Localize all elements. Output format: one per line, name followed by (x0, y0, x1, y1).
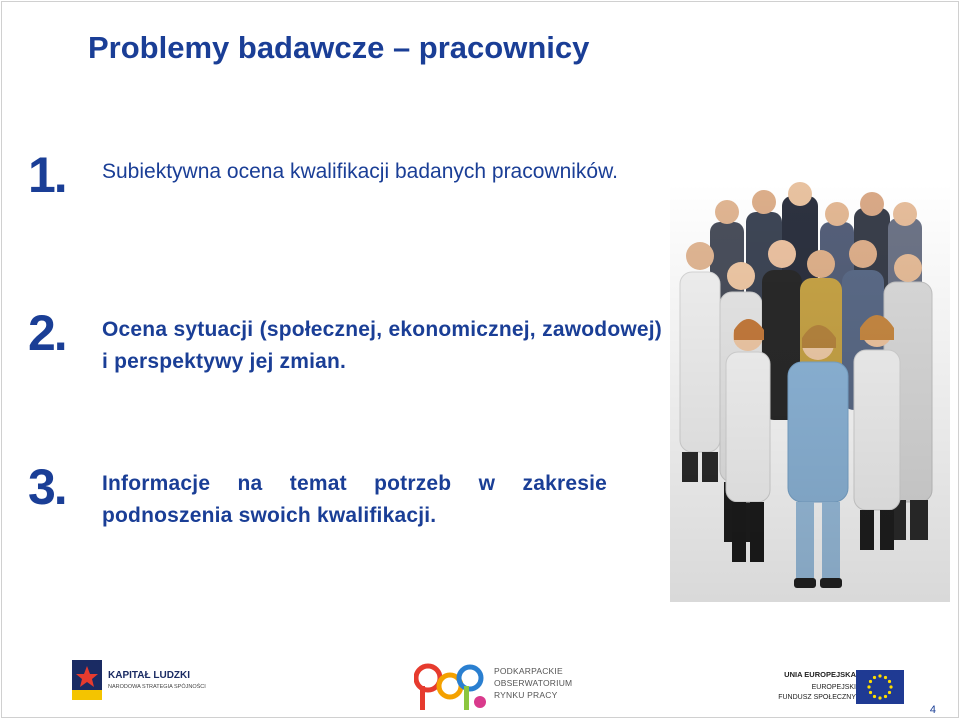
kapital-ludzki-logo (72, 660, 206, 704)
eu-flag-icon (856, 670, 904, 704)
item-number: 2. (28, 305, 66, 361)
eu-line-3: FUNDUSZ SPOŁECZNY (778, 694, 856, 701)
item-text: Informacje na temat potrzeb w zakresie podnoszenia swoich kwalifikacji. (102, 472, 607, 527)
kapital-ludzki-name: KAPITAŁ LUDZKI (108, 670, 191, 681)
porp-emblem-icon (414, 656, 490, 714)
porp-logo (414, 656, 574, 714)
kapital-ludzki-emblem-icon (72, 660, 102, 700)
eu-logo (750, 660, 910, 708)
item-text: Subiektywna ocena kwalifikacji badanych pracowników. (102, 160, 618, 183)
slide (1, 1, 959, 718)
eu-line-1: UNIA EUROPEJSKA (784, 670, 856, 679)
eu-line-2: EUROPEJSKI (811, 684, 856, 691)
item-number: 1. (28, 147, 66, 203)
item-number: 3. (28, 459, 66, 515)
page-number: 4 (929, 704, 936, 716)
footer (2, 652, 959, 718)
kapital-ludzki-subtitle: NARODOWA STRATEGIA SPÓJNOŚCI (108, 684, 206, 690)
item-text: Ocena sytuacji (społecznej, ekonomicznej, zawodowej) i perspektywy jej zmian. (102, 318, 662, 373)
people-group-photo (670, 182, 950, 602)
porp-line-1: PODKARPACKIE (494, 666, 563, 676)
porp-line-3: RYNKU PRACY (494, 690, 558, 700)
slide-title: Problemy badawcze – pracownicy (88, 30, 590, 65)
porp-line-2: OBSERWATORIUM (494, 678, 573, 688)
